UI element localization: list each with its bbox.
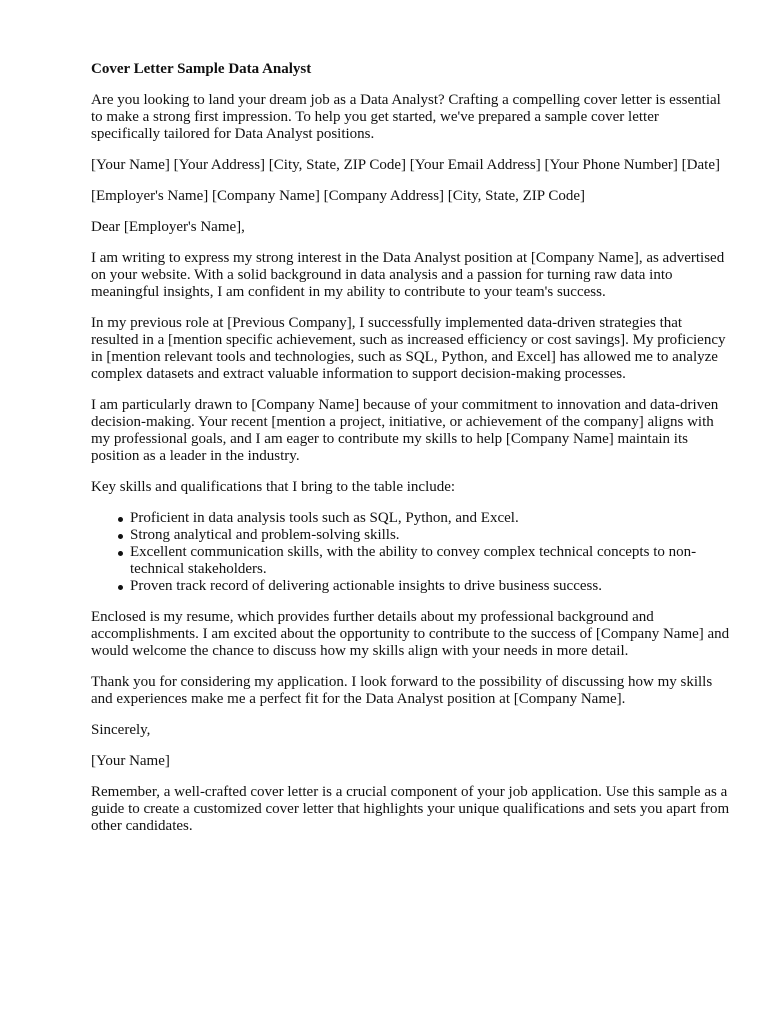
skills-list <box>91 510 731 595</box>
sender-info: [Your Name] [Your Address] [City, State, ZIP Code] [Your Email Address] [Your Phone Number] [Date] <box>91 157 720 173</box>
salutation: Dear [Employer's Name], <box>91 219 245 235</box>
skill-text: Proficient in data analysis tools such as SQL, Python, and Excel. <box>130 510 519 526</box>
bullet-icon <box>118 585 123 590</box>
signature: [Your Name] <box>91 753 170 769</box>
skills-intro: Key skills and qualifications that I bring to the table include: <box>91 479 456 495</box>
intro-paragraph: Are you looking to land your dream job as a Data Analyst? Crafting a compelling cover letter is essential to make a strong first impression. To help you get started, we've prepared a sample cover letter specifically tailored for Data Analyst positions. <box>91 92 721 142</box>
list-item <box>118 544 731 578</box>
skill-text: Proven track record of delivering actionable insights to drive business success. <box>130 578 602 594</box>
outro-paragraph: Remember, a well-crafted cover letter is a crucial component of your job application. Use this sample as a guide to create a customized cover letter that highlights your unique qualifications and sets you apart from other candidates. <box>91 784 730 834</box>
body-paragraph-1: I am writing to express my strong interest in the Data Analyst position at [Company Name], as advertised on your website. With a solid background in data analysis and a passion for turning raw data into meaningful insights, I am confident in my ability to contribute to your team's success. <box>91 250 725 300</box>
list-item <box>118 510 731 527</box>
document-page <box>91 61 731 849</box>
employer-info: [Employer's Name] [Company Name] [Company Address] [City, State, ZIP Code] <box>91 188 585 204</box>
body-paragraph-4: Enclosed is my resume, which provides further details about my professional background and accomplishments. I am excited about the opportunity to contribute to the success of [Company Name] and would welcome the chance to discuss how my skills align with your needs in more detail. <box>91 609 730 659</box>
skill-text: Excellent communication skills, with the ability to convey complex technical concepts to non-technical stakeholders. <box>130 544 697 577</box>
body-paragraph-5: Thank you for considering my application. I look forward to the possibility of discussing how my skills and experiences make me a perfect fit for the Data Analyst position at [Company Name]. <box>91 674 713 707</box>
list-item <box>118 578 731 595</box>
body-paragraph-3: I am particularly drawn to [Company Name] because of your commitment to innovation and data-driven decision-making. Your recent [mention a project, initiative, or achievement of the company] aligns with my professional goals, and I am eager to contribute my skills to help [Company Name] maintain its position as a leader in the industry. <box>91 397 719 464</box>
closing: Sincerely, <box>91 722 151 738</box>
body-paragraph-2: In my previous role at [Previous Company], I successfully implemented data-driven strategies that resulted in a [mention specific achievement, such as increased efficiency or cost savings]. My proficiency in [mention relevant tools and technologies, such as SQL, Python, and Excel] has allowed me to analyze complex datasets and extract valuable information to support decision-making processes. <box>91 315 726 382</box>
bullet-icon <box>118 534 123 539</box>
bullet-icon <box>118 517 123 522</box>
bullet-icon <box>118 551 123 556</box>
skill-text: Strong analytical and problem-solving skills. <box>130 527 400 543</box>
list-item <box>118 527 731 544</box>
document-title: Cover Letter Sample Data Analyst <box>91 61 312 77</box>
